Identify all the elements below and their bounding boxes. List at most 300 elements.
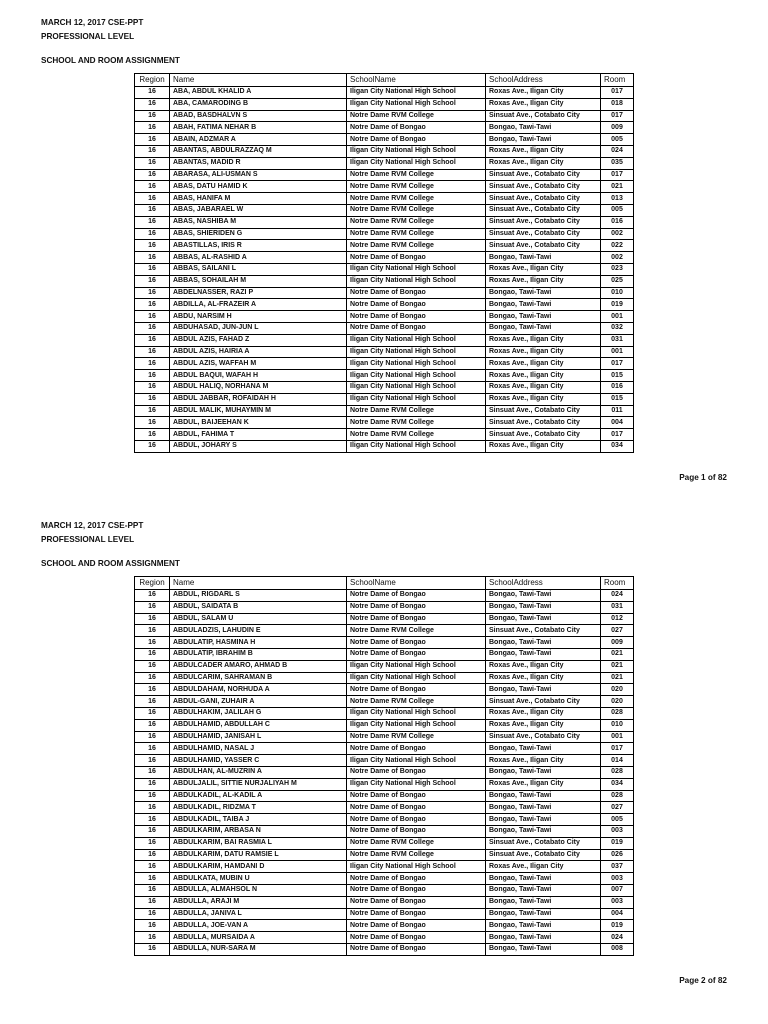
- school-address-cell: Bongao, Tawi-Tawi: [486, 311, 601, 323]
- room-cell: 001: [601, 346, 634, 358]
- name-cell: ABBAS, SAILANI L: [170, 263, 347, 275]
- school-name-cell: Notre Dame RVM College: [347, 240, 486, 252]
- region-cell: 16: [135, 299, 170, 311]
- name-cell: ABDULLA, JANIVA L: [170, 908, 347, 920]
- table-row: [135, 157, 634, 169]
- school-name-cell: Notre Dame RVM College: [347, 193, 486, 205]
- school-address-cell: Bongao, Tawi-Tawi: [486, 122, 601, 134]
- school-address-cell: Bongao, Tawi-Tawi: [486, 908, 601, 920]
- table-row: [135, 429, 634, 441]
- name-cell: ABBAS, AL-RASHID A: [170, 252, 347, 264]
- school-name-cell: Iligan City National High School: [347, 778, 486, 790]
- name-cell: ABDUL, RIGDARL S: [170, 590, 347, 602]
- school-name-cell: Iligan City National High School: [347, 275, 486, 287]
- document-page-2: [0, 503, 768, 1003]
- school-address-cell: Sinsuat Ave., Cotabato City: [486, 181, 601, 193]
- column-header-region: Region: [135, 577, 170, 590]
- name-cell: ABA, CAMARODING B: [170, 98, 347, 110]
- room-cell: 009: [601, 637, 634, 649]
- column-header-region: Region: [135, 74, 170, 87]
- region-cell: 16: [135, 613, 170, 625]
- school-name-cell: Iligan City National High School: [347, 672, 486, 684]
- school-address-cell: Bongao, Tawi-Tawi: [486, 299, 601, 311]
- name-cell: ABDULKARIM, HAMDANI D: [170, 861, 347, 873]
- room-cell: 005: [601, 814, 634, 826]
- school-address-cell: Bongao, Tawi-Tawi: [486, 287, 601, 299]
- table-row: [135, 287, 634, 299]
- school-name-cell: Notre Dame of Bongao: [347, 648, 486, 660]
- school-address-cell: Bongao, Tawi-Tawi: [486, 252, 601, 264]
- name-cell: ABAS, JABARAEL W: [170, 204, 347, 216]
- table-row: [135, 707, 634, 719]
- school-address-cell: Sinsuat Ave., Cotabato City: [486, 169, 601, 181]
- room-cell: 015: [601, 393, 634, 405]
- region-cell: 16: [135, 672, 170, 684]
- column-header-name: Name: [170, 74, 347, 87]
- document-title: SCHOOL AND ROOM ASSIGNMENT: [41, 56, 180, 65]
- school-address-cell: Bongao, Tawi-Tawi: [486, 896, 601, 908]
- room-cell: 008: [601, 943, 634, 955]
- school-address-cell: Bongao, Tawi-Tawi: [486, 873, 601, 885]
- room-cell: 021: [601, 648, 634, 660]
- school-address-cell: Roxas Ave., Iligan City: [486, 346, 601, 358]
- region-cell: 16: [135, 590, 170, 602]
- room-cell: 020: [601, 696, 634, 708]
- region-cell: 16: [135, 322, 170, 334]
- table-row: [135, 134, 634, 146]
- region-cell: 16: [135, 311, 170, 323]
- school-name-cell: Iligan City National High School: [347, 98, 486, 110]
- school-name-cell: Notre Dame of Bongao: [347, 601, 486, 613]
- school-name-cell: Notre Dame of Bongao: [347, 590, 486, 602]
- school-address-cell: Sinsuat Ave., Cotabato City: [486, 228, 601, 240]
- table-row: [135, 440, 634, 452]
- room-cell: 028: [601, 790, 634, 802]
- school-name-cell: Notre Dame of Bongao: [347, 311, 486, 323]
- school-address-cell: Roxas Ave., Iligan City: [486, 707, 601, 719]
- school-name-cell: Iligan City National High School: [347, 755, 486, 767]
- table-row: [135, 884, 634, 896]
- table-header-row: [135, 74, 634, 87]
- table-row: [135, 110, 634, 122]
- table-row: [135, 908, 634, 920]
- region-cell: 16: [135, 252, 170, 264]
- school-address-cell: Roxas Ave., Iligan City: [486, 393, 601, 405]
- school-name-cell: Notre Dame of Bongao: [347, 743, 486, 755]
- school-address-cell: Sinsuat Ave., Cotabato City: [486, 216, 601, 228]
- name-cell: ABDUL, BAIJEEHAN K: [170, 417, 347, 429]
- region-cell: 16: [135, 778, 170, 790]
- room-cell: 024: [601, 590, 634, 602]
- table-row: [135, 381, 634, 393]
- room-cell: 017: [601, 87, 634, 99]
- name-cell: ABANTAS, MADID R: [170, 157, 347, 169]
- region-cell: 16: [135, 216, 170, 228]
- region-cell: 16: [135, 98, 170, 110]
- table-row: [135, 346, 634, 358]
- region-cell: 16: [135, 370, 170, 382]
- region-cell: 16: [135, 393, 170, 405]
- name-cell: ABAH, FATIMA NEHAR B: [170, 122, 347, 134]
- room-cell: 014: [601, 755, 634, 767]
- name-cell: ABDUL, FAHIMA T: [170, 429, 347, 441]
- table-row: [135, 696, 634, 708]
- document-title: SCHOOL AND ROOM ASSIGNMENT: [41, 559, 180, 568]
- room-cell: 005: [601, 204, 634, 216]
- school-name-cell: Iligan City National High School: [347, 370, 486, 382]
- region-cell: 16: [135, 684, 170, 696]
- table-row: [135, 861, 634, 873]
- room-cell: 003: [601, 873, 634, 885]
- school-name-cell: Notre Dame of Bongao: [347, 322, 486, 334]
- school-address-cell: Bongao, Tawi-Tawi: [486, 743, 601, 755]
- region-cell: 16: [135, 731, 170, 743]
- school-address-cell: Bongao, Tawi-Tawi: [486, 648, 601, 660]
- school-address-cell: Roxas Ave., Iligan City: [486, 861, 601, 873]
- region-cell: 16: [135, 861, 170, 873]
- school-address-cell: Bongao, Tawi-Tawi: [486, 613, 601, 625]
- table-row: [135, 358, 634, 370]
- name-cell: ABDULHAMID, JANISAH L: [170, 731, 347, 743]
- school-name-cell: Notre Dame of Bongao: [347, 684, 486, 696]
- school-address-cell: Sinsuat Ave., Cotabato City: [486, 429, 601, 441]
- school-address-cell: Roxas Ave., Iligan City: [486, 263, 601, 275]
- name-cell: ABDULATIP, IBRAHIM B: [170, 648, 347, 660]
- document-page-1: [0, 0, 768, 500]
- name-cell: ABDUL AZIS, HAIRIA A: [170, 346, 347, 358]
- name-cell: ABBAS, SOHAILAH M: [170, 275, 347, 287]
- room-cell: 002: [601, 252, 634, 264]
- name-cell: ABDUL, SALAM U: [170, 613, 347, 625]
- school-name-cell: Notre Dame RVM College: [347, 181, 486, 193]
- table-row: [135, 145, 634, 157]
- name-cell: ABAS, SHIERIDEN G: [170, 228, 347, 240]
- name-cell: ABDU, NARSIM H: [170, 311, 347, 323]
- name-cell: ABASTILLAS, IRIS R: [170, 240, 347, 252]
- school-name-cell: Notre Dame of Bongao: [347, 766, 486, 778]
- table-row: [135, 590, 634, 602]
- school-address-cell: Roxas Ave., Iligan City: [486, 755, 601, 767]
- region-cell: 16: [135, 287, 170, 299]
- name-cell: ABDULKARIM, ARBASA N: [170, 825, 347, 837]
- school-name-cell: Notre Dame RVM College: [347, 169, 486, 181]
- school-address-cell: Sinsuat Ave., Cotabato City: [486, 417, 601, 429]
- name-cell: ABDULHAMID, NASAL J: [170, 743, 347, 755]
- table-row: [135, 778, 634, 790]
- table-row: [135, 334, 634, 346]
- school-address-cell: Bongao, Tawi-Tawi: [486, 637, 601, 649]
- assignment-table: [134, 73, 634, 453]
- room-cell: 011: [601, 405, 634, 417]
- region-cell: 16: [135, 204, 170, 216]
- school-address-cell: Roxas Ave., Iligan City: [486, 672, 601, 684]
- school-name-cell: Notre Dame RVM College: [347, 417, 486, 429]
- school-name-cell: Notre Dame of Bongao: [347, 134, 486, 146]
- school-address-cell: Roxas Ave., Iligan City: [486, 334, 601, 346]
- school-name-cell: Iligan City National High School: [347, 346, 486, 358]
- table-row: [135, 660, 634, 672]
- name-cell: ABDUL-GANI, ZUHAIR A: [170, 696, 347, 708]
- region-cell: 16: [135, 440, 170, 452]
- name-cell: ABDULKATA, MUBIN U: [170, 873, 347, 885]
- name-cell: ABAIN, ADZMAR A: [170, 134, 347, 146]
- school-name-cell: Notre Dame RVM College: [347, 849, 486, 861]
- table-row: [135, 405, 634, 417]
- region-cell: 16: [135, 660, 170, 672]
- page-number: Page 2 of 82: [679, 976, 727, 985]
- school-address-cell: Bongao, Tawi-Tawi: [486, 943, 601, 955]
- name-cell: ABDULLA, ARAJI M: [170, 896, 347, 908]
- name-cell: ABDILLA, AL-FRAZEIR A: [170, 299, 347, 311]
- name-cell: ABDULCARIM, SAHRAMAN B: [170, 672, 347, 684]
- region-cell: 16: [135, 122, 170, 134]
- region-cell: 16: [135, 625, 170, 637]
- name-cell: ABDUL MALIK, MUHAYMIN M: [170, 405, 347, 417]
- region-cell: 16: [135, 637, 170, 649]
- column-header-name: Name: [170, 577, 347, 590]
- school-name-cell: Notre Dame RVM College: [347, 429, 486, 441]
- school-address-cell: Sinsuat Ave., Cotabato City: [486, 849, 601, 861]
- school-address-cell: Roxas Ave., Iligan City: [486, 778, 601, 790]
- table-row: [135, 943, 634, 955]
- table-row: [135, 122, 634, 134]
- region-cell: 16: [135, 157, 170, 169]
- name-cell: ABDULKADIL, TAIBA J: [170, 814, 347, 826]
- region-cell: 16: [135, 743, 170, 755]
- school-address-cell: Sinsuat Ave., Cotabato City: [486, 240, 601, 252]
- table-row: [135, 216, 634, 228]
- school-name-cell: Iligan City National High School: [347, 660, 486, 672]
- school-address-cell: Roxas Ave., Iligan City: [486, 381, 601, 393]
- school-address-cell: Sinsuat Ave., Cotabato City: [486, 405, 601, 417]
- table-row: [135, 98, 634, 110]
- name-cell: ABDULHAMID, YASSER C: [170, 755, 347, 767]
- assignment-table: [134, 576, 634, 956]
- region-cell: 16: [135, 110, 170, 122]
- room-cell: 037: [601, 861, 634, 873]
- region-cell: 16: [135, 849, 170, 861]
- school-address-cell: Roxas Ave., Iligan City: [486, 98, 601, 110]
- school-name-cell: Iligan City National High School: [347, 393, 486, 405]
- name-cell: ABDULATIP, HASMINA H: [170, 637, 347, 649]
- table-row: [135, 743, 634, 755]
- school-name-cell: Notre Dame RVM College: [347, 837, 486, 849]
- room-cell: 001: [601, 311, 634, 323]
- table-row: [135, 299, 634, 311]
- region-cell: 16: [135, 648, 170, 660]
- region-cell: 16: [135, 873, 170, 885]
- room-cell: 017: [601, 743, 634, 755]
- room-cell: 010: [601, 287, 634, 299]
- table-row: [135, 625, 634, 637]
- table-row: [135, 322, 634, 334]
- table-row: [135, 825, 634, 837]
- school-address-cell: Bongao, Tawi-Tawi: [486, 590, 601, 602]
- room-cell: 017: [601, 169, 634, 181]
- school-address-cell: Bongao, Tawi-Tawi: [486, 134, 601, 146]
- region-cell: 16: [135, 181, 170, 193]
- region-cell: 16: [135, 275, 170, 287]
- table-row: [135, 87, 634, 99]
- school-address-cell: Roxas Ave., Iligan City: [486, 87, 601, 99]
- region-cell: 16: [135, 802, 170, 814]
- room-cell: 019: [601, 837, 634, 849]
- school-name-cell: Notre Dame of Bongao: [347, 932, 486, 944]
- region-cell: 16: [135, 896, 170, 908]
- room-cell: 027: [601, 625, 634, 637]
- room-cell: 003: [601, 896, 634, 908]
- region-cell: 16: [135, 429, 170, 441]
- school-address-cell: Sinsuat Ave., Cotabato City: [486, 696, 601, 708]
- school-address-cell: Roxas Ave., Iligan City: [486, 145, 601, 157]
- school-address-cell: Sinsuat Ave., Cotabato City: [486, 625, 601, 637]
- school-address-cell: Sinsuat Ave., Cotabato City: [486, 837, 601, 849]
- region-cell: 16: [135, 755, 170, 767]
- name-cell: ABDUL, SAIDATA B: [170, 601, 347, 613]
- table-header-row: [135, 577, 634, 590]
- table-row: [135, 275, 634, 287]
- table-row: [135, 672, 634, 684]
- room-cell: 024: [601, 145, 634, 157]
- region-cell: 16: [135, 814, 170, 826]
- table-row: [135, 920, 634, 932]
- name-cell: ABDULDAHAM, NORHUDA A: [170, 684, 347, 696]
- school-name-cell: Notre Dame of Bongao: [347, 825, 486, 837]
- school-name-cell: Notre Dame RVM College: [347, 228, 486, 240]
- room-cell: 002: [601, 228, 634, 240]
- school-name-cell: Notre Dame of Bongao: [347, 896, 486, 908]
- name-cell: ABDULKADIL, RIDZMA T: [170, 802, 347, 814]
- room-cell: 018: [601, 98, 634, 110]
- table-row: [135, 684, 634, 696]
- room-cell: 009: [601, 122, 634, 134]
- table-row: [135, 932, 634, 944]
- page-number: Page 1 of 82: [679, 473, 727, 482]
- room-cell: 019: [601, 299, 634, 311]
- name-cell: ABDUL JABBAR, ROFAIDAH H: [170, 393, 347, 405]
- table-row: [135, 263, 634, 275]
- room-cell: 032: [601, 322, 634, 334]
- school-name-cell: Notre Dame of Bongao: [347, 299, 486, 311]
- room-cell: 013: [601, 193, 634, 205]
- name-cell: ABDULKARIM, DATU RAMSIE L: [170, 849, 347, 861]
- name-cell: ABDULHAMID, ABDULLAH C: [170, 719, 347, 731]
- name-cell: ABDELNASSER, RAZI P: [170, 287, 347, 299]
- room-cell: 021: [601, 672, 634, 684]
- region-cell: 16: [135, 228, 170, 240]
- school-address-cell: Bongao, Tawi-Tawi: [486, 920, 601, 932]
- region-cell: 16: [135, 601, 170, 613]
- school-name-cell: Notre Dame of Bongao: [347, 252, 486, 264]
- room-cell: 024: [601, 932, 634, 944]
- room-cell: 023: [601, 263, 634, 275]
- room-cell: 027: [601, 802, 634, 814]
- region-cell: 16: [135, 790, 170, 802]
- room-cell: 020: [601, 684, 634, 696]
- school-name-cell: Iligan City National High School: [347, 719, 486, 731]
- region-cell: 16: [135, 193, 170, 205]
- column-header-room: Room: [601, 74, 634, 87]
- room-cell: 016: [601, 381, 634, 393]
- name-cell: ABAS, NASHIBA M: [170, 216, 347, 228]
- school-address-cell: Bongao, Tawi-Tawi: [486, 766, 601, 778]
- region-cell: 16: [135, 920, 170, 932]
- name-cell: ABDULADZIS, LAHUDIN E: [170, 625, 347, 637]
- table-row: [135, 181, 634, 193]
- school-name-cell: Iligan City National High School: [347, 381, 486, 393]
- school-address-cell: Bongao, Tawi-Tawi: [486, 932, 601, 944]
- school-name-cell: Notre Dame RVM College: [347, 731, 486, 743]
- table-row: [135, 613, 634, 625]
- school-name-cell: Iligan City National High School: [347, 145, 486, 157]
- table-row: [135, 849, 634, 861]
- school-name-cell: Notre Dame of Bongao: [347, 287, 486, 299]
- table-row: [135, 193, 634, 205]
- name-cell: ABDULKARIM, BAI RASMIA L: [170, 837, 347, 849]
- school-address-cell: Bongao, Tawi-Tawi: [486, 601, 601, 613]
- table-row: [135, 648, 634, 660]
- column-header-school-address: SchoolAddress: [486, 74, 601, 87]
- school-name-cell: Iligan City National High School: [347, 861, 486, 873]
- school-name-cell: Notre Dame RVM College: [347, 204, 486, 216]
- school-name-cell: Notre Dame of Bongao: [347, 814, 486, 826]
- column-header-school-name: SchoolName: [347, 577, 486, 590]
- region-cell: 16: [135, 145, 170, 157]
- room-cell: 017: [601, 110, 634, 122]
- room-cell: 028: [601, 707, 634, 719]
- exam-level-header: PROFESSIONAL LEVEL: [41, 32, 135, 41]
- school-name-cell: Iligan City National High School: [347, 334, 486, 346]
- exam-date-header: MARCH 12, 2017 CSE-PPT: [41, 18, 144, 27]
- name-cell: ABDULLA, NUR-SARA M: [170, 943, 347, 955]
- region-cell: 16: [135, 943, 170, 955]
- room-cell: 016: [601, 216, 634, 228]
- table-row: [135, 814, 634, 826]
- table-row: [135, 417, 634, 429]
- region-cell: 16: [135, 263, 170, 275]
- room-cell: 034: [601, 778, 634, 790]
- school-address-cell: Roxas Ave., Iligan City: [486, 370, 601, 382]
- room-cell: 035: [601, 157, 634, 169]
- school-address-cell: Bongao, Tawi-Tawi: [486, 884, 601, 896]
- table-row: [135, 802, 634, 814]
- room-cell: 010: [601, 719, 634, 731]
- room-cell: 003: [601, 825, 634, 837]
- school-address-cell: Sinsuat Ave., Cotabato City: [486, 193, 601, 205]
- name-cell: ABDULHAN, AL-MUZRIN A: [170, 766, 347, 778]
- room-cell: 031: [601, 334, 634, 346]
- table-row: [135, 252, 634, 264]
- region-cell: 16: [135, 169, 170, 181]
- school-address-cell: Roxas Ave., Iligan City: [486, 719, 601, 731]
- school-name-cell: Notre Dame RVM College: [347, 696, 486, 708]
- name-cell: ABDULLA, JOE-VAN A: [170, 920, 347, 932]
- school-address-cell: Roxas Ave., Iligan City: [486, 358, 601, 370]
- column-header-school-name: SchoolName: [347, 74, 486, 87]
- school-address-cell: Roxas Ave., Iligan City: [486, 440, 601, 452]
- name-cell: ABDUHASAD, JUN-JUN L: [170, 322, 347, 334]
- school-name-cell: Iligan City National High School: [347, 440, 486, 452]
- region-cell: 16: [135, 696, 170, 708]
- region-cell: 16: [135, 134, 170, 146]
- room-cell: 004: [601, 417, 634, 429]
- region-cell: 16: [135, 334, 170, 346]
- room-cell: 022: [601, 240, 634, 252]
- region-cell: 16: [135, 358, 170, 370]
- room-cell: 004: [601, 908, 634, 920]
- school-name-cell: Iligan City National High School: [347, 707, 486, 719]
- room-cell: 021: [601, 660, 634, 672]
